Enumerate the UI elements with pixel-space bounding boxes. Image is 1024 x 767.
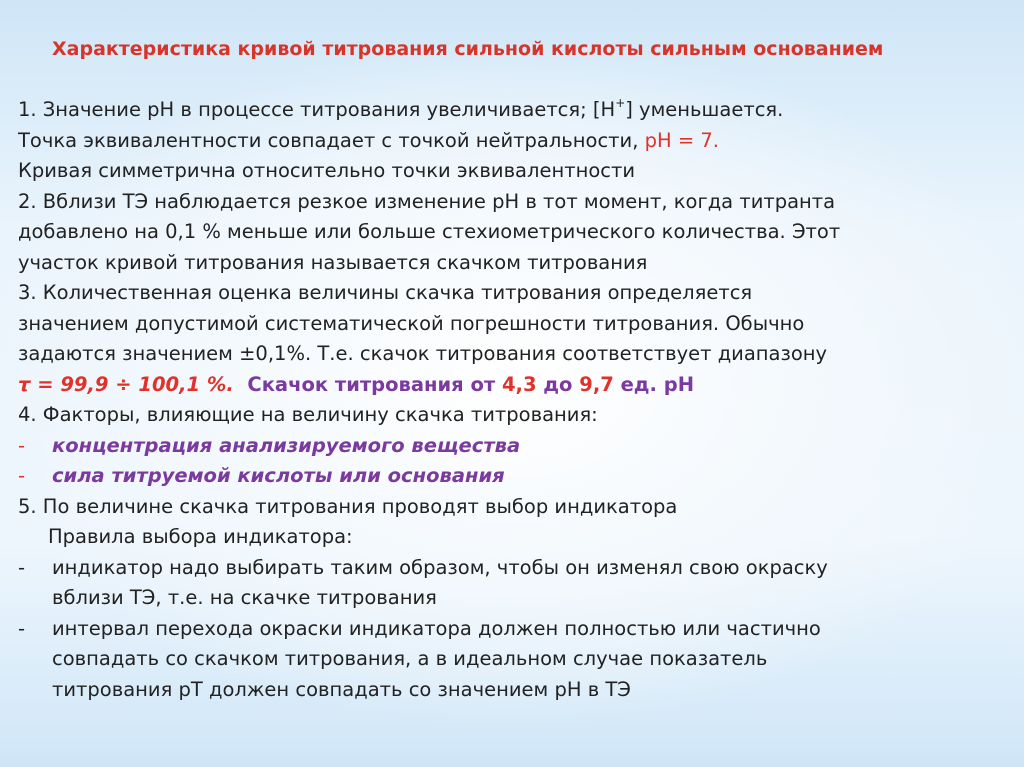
- p2-line-2: добавлено на 0,1 % меньше или больше стехиометрического количества. Этот: [18, 220, 841, 243]
- rules-title: Правила выбора индикатора:: [48, 525, 353, 548]
- rule-1-text: вблизи ТЭ, т.е. на скачке титрования: [52, 586, 437, 609]
- rule-1-line-2: [18, 583, 1018, 614]
- jump-high: 9,7: [579, 372, 614, 396]
- p3-line-1: 3. Количественная оценка величины скачка титрования определяется: [18, 281, 753, 304]
- rule-2-line-3: [18, 675, 1018, 706]
- factor-text: сила титруемой кислоты или основания: [52, 464, 505, 487]
- rule-1-line-1: [18, 553, 1018, 584]
- p4-heading: 4. Факторы, влияющие на величину скачка титрования:: [18, 403, 598, 426]
- rule-2-text: совпадать со скачком титрования, а в идеальном случае показатель: [52, 647, 768, 670]
- p2-line-3: участок кривой титрования называется скачком титрования: [18, 250, 648, 274]
- rule-2-line-2: [18, 644, 1018, 675]
- rule-2-line-1: [18, 614, 1018, 645]
- p1-text-c: Точка эквивалентности совпадает с точкой нейтральности,: [18, 128, 645, 152]
- factor-item: [18, 461, 1018, 492]
- jump-low: 4,3: [501, 372, 537, 396]
- p1-line-1: [18, 95, 1018, 126]
- slide-title: Характеристика кривой титрования сильной кислоты сильным основанием: [52, 38, 884, 60]
- rule-2-text: интервал перехода окраски индикатора должен полностью или частично: [52, 616, 821, 640]
- rules-title-line: [18, 522, 1018, 553]
- factor-item: [18, 431, 1018, 462]
- p1-line-2: [18, 126, 1018, 157]
- factor-dash: -: [18, 464, 26, 487]
- p3-line-2: значением допустимой систематической погрешности титрования. Обычно: [18, 311, 805, 335]
- jump-text-mid: до: [536, 372, 580, 396]
- jump-text-a: Скачок титрования от: [233, 372, 502, 396]
- p2-line-1: 2. Вблизи ТЭ наблюдается резкое изменение рН в тот момент, когда титранта: [18, 189, 836, 213]
- p1-text-b: ] уменьшается.: [625, 98, 784, 121]
- jump-text-b: ед. рН: [613, 372, 695, 396]
- rule-dash: -: [18, 616, 26, 640]
- p1-line-3: Кривая симметрична относительно точки эквивалентности: [18, 159, 636, 182]
- factor-dash: -: [18, 433, 26, 457]
- rule-2-text: титрования рТ должен совпадать со значением рН в ТЭ: [52, 677, 631, 701]
- p3-range-line: [18, 370, 1018, 401]
- factor-text: концентрация анализируемого вещества: [52, 433, 521, 457]
- slide-body: [18, 95, 1018, 705]
- p1-text-a: 1. Значение рН в процессе титрования увеличивается; [Н: [18, 98, 616, 121]
- tau-range: τ = 99,9 ÷ 100,1 %.: [18, 372, 234, 396]
- rule-dash: -: [18, 555, 26, 579]
- rule-1-text: индикатор надо выбирать таким образом, чтобы он изменял свою окраску: [52, 555, 828, 579]
- ph7-highlight: рН = 7.: [644, 128, 719, 152]
- p3-line-3: задаются значением ±0,1%. Т.е. скачок титрования соответствует диапазону: [18, 342, 828, 365]
- h-plus-sup: +: [615, 96, 626, 110]
- p5-heading: 5. По величине скачка титрования проводят выбор индикатора: [18, 494, 678, 518]
